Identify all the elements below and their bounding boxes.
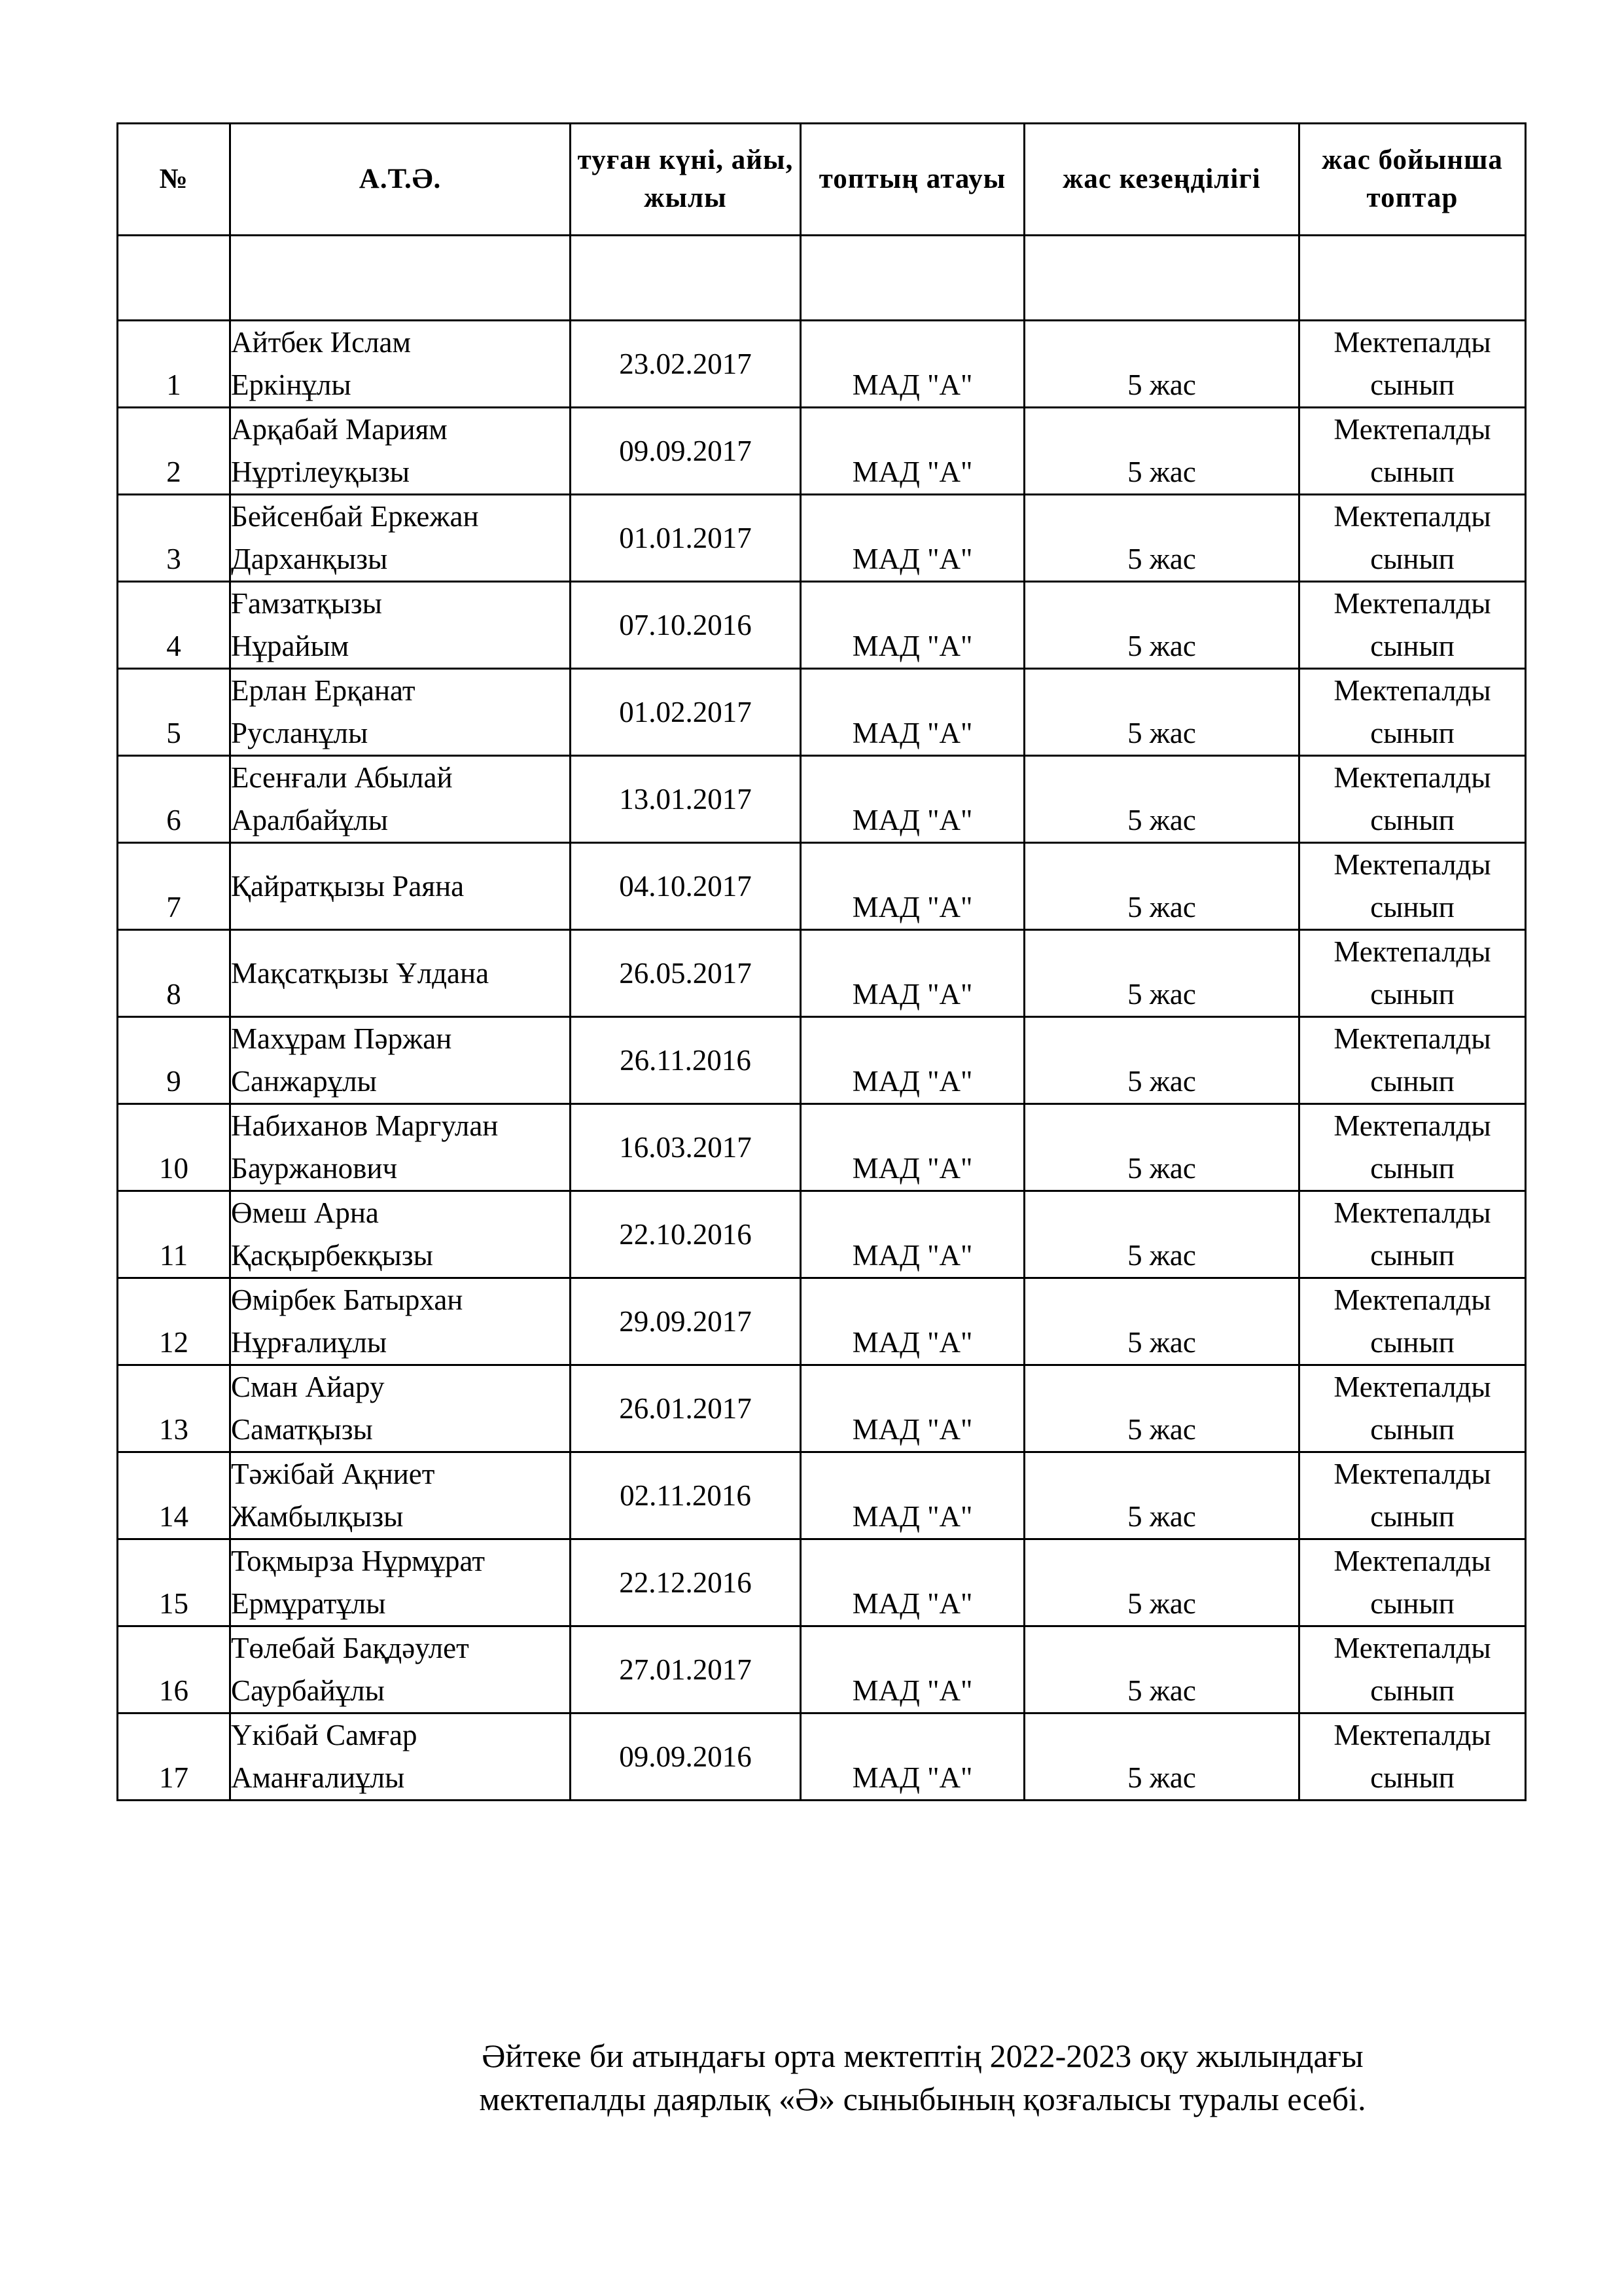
cell-full-name-text: Айтбек Ислам (231, 326, 412, 359)
cell-age-group-text: Мектепалды (1333, 935, 1491, 968)
cell-full-name-text: Бауржанович (231, 1152, 398, 1185)
cell-full-name-text: Жамбылқызы (231, 1500, 404, 1533)
cell-age-group-text: Мектепалды (1333, 500, 1491, 533)
cell-age-period-text: 5 жас (1127, 456, 1196, 488)
cell-birth-date-text: 22.10.2016 (619, 1217, 752, 1251)
cell-age-period-text: 5 жас (1127, 630, 1196, 662)
cell-birth-date-text: 26.01.2017 (619, 1391, 752, 1425)
cell-age-period (1025, 408, 1299, 495)
cell-birth-date (571, 1713, 801, 1801)
cell-full-name-text: Өмеш Арна (231, 1196, 379, 1229)
cell-full-name-text: Махұрам Пәржан (231, 1022, 452, 1055)
cell-full-name-text: Ғамзатқызы (231, 587, 382, 620)
cell-birth-date (571, 1626, 801, 1713)
cell-birth-date (571, 1452, 801, 1539)
cell-age-group-text: Мектепалды (1333, 1283, 1491, 1316)
cell-number (118, 1626, 230, 1713)
cell-full-name-text: Тәжібай Ақниет (231, 1458, 435, 1490)
cell-age-group-text: Мектепалды (1333, 674, 1491, 707)
cell-birth-date (571, 1539, 801, 1626)
cell-birth-date-text: 22.12.2016 (619, 1566, 752, 1599)
cell-age-group-text: Мектепалды (1333, 1545, 1491, 1577)
cell-age-group-text: Мектепалды (1333, 848, 1491, 881)
table-row (118, 930, 1526, 1017)
table-row (118, 321, 1526, 408)
cell-group-name (801, 1452, 1025, 1539)
header-birth-date: туған күні, айы, жылы (571, 124, 801, 236)
cell-group-name-text: МАД "А" (852, 456, 973, 488)
cell-full-name (230, 408, 571, 495)
cell-full-name-text: Қайратқызы Раяна (231, 869, 465, 903)
cell-age-group (1299, 1713, 1526, 1801)
cell-age-period-text: 5 жас (1127, 1239, 1196, 1272)
cell-number (118, 1539, 230, 1626)
cell-age-period (1025, 1365, 1299, 1452)
cell-age-group-text: сынып (1370, 891, 1455, 924)
cell-full-name-text: Нұрғалиұлы (231, 1326, 387, 1359)
cell-number (118, 495, 230, 582)
header-full-name: А.Т.Ә. (230, 124, 571, 236)
cell-number (118, 1191, 230, 1278)
blank-cell (801, 236, 1025, 321)
cell-birth-date (571, 582, 801, 669)
cell-birth-date (571, 495, 801, 582)
cell-number (118, 756, 230, 843)
cell-number (118, 582, 230, 669)
cell-age-period-text: 5 жас (1127, 891, 1196, 924)
cell-age-group-text: Мектепалды (1333, 1719, 1491, 1751)
cell-number (118, 321, 230, 408)
cell-birth-date-text: 23.02.2017 (619, 347, 752, 380)
cell-age-group (1299, 1104, 1526, 1191)
cell-birth-date (571, 408, 801, 495)
cell-birth-date-text: 26.05.2017 (619, 956, 752, 990)
cell-full-name (230, 582, 571, 669)
cell-group-name-text: МАД "А" (852, 1413, 973, 1446)
cell-birth-date (571, 1278, 801, 1365)
cell-age-group (1299, 408, 1526, 495)
cell-group-name (801, 321, 1025, 408)
cell-age-period (1025, 582, 1299, 669)
cell-full-name-text: Тоқмырза Нұрмұрат (231, 1545, 485, 1577)
cell-age-group-text: сынып (1370, 1326, 1455, 1359)
table-row (118, 1713, 1526, 1801)
cell-full-name-text: Қасқырбекқызы (231, 1239, 433, 1272)
cell-age-group (1299, 321, 1526, 408)
cell-full-name (230, 495, 571, 582)
table-row (118, 669, 1526, 756)
blank-cell (1025, 236, 1299, 321)
cell-age-period (1025, 1017, 1299, 1104)
table-row (118, 1452, 1526, 1539)
header-number: № (118, 124, 230, 236)
header-group-name: топтың атауы (801, 124, 1025, 236)
cell-age-group (1299, 669, 1526, 756)
cell-birth-date-text: 01.02.2017 (619, 695, 752, 728)
blank-row (118, 236, 1526, 321)
cell-age-group-text: сынып (1370, 456, 1455, 488)
table-row (118, 843, 1526, 930)
cell-number (118, 408, 230, 495)
cell-age-group-text: сынып (1370, 1587, 1455, 1620)
cell-full-name-text: Нұртілеуқызы (231, 456, 410, 488)
cell-full-name (230, 930, 571, 1017)
cell-group-name-text: МАД "А" (852, 1239, 973, 1272)
cell-full-name-text: Саматқызы (231, 1413, 373, 1446)
cell-age-period-text: 5 жас (1127, 1500, 1196, 1533)
cell-birth-date-text: 07.10.2016 (619, 608, 752, 641)
cell-age-group (1299, 582, 1526, 669)
cell-birth-date-text: 16.03.2017 (619, 1130, 752, 1164)
cell-number (118, 1365, 230, 1452)
cell-group-name (801, 669, 1025, 756)
cell-age-period-text: 5 жас (1127, 804, 1196, 836)
cell-number-text: 4 (166, 630, 181, 662)
cell-age-group-text: Мектепалды (1333, 413, 1491, 446)
cell-full-name-text: Еркінұлы (231, 368, 351, 401)
cell-full-name-text: Бейсенбай Еркежан (231, 500, 479, 533)
cell-birth-date (571, 669, 801, 756)
cell-age-group-text: Мектепалды (1333, 761, 1491, 794)
cell-full-name (230, 1278, 571, 1365)
cell-age-group (1299, 1452, 1526, 1539)
cell-age-group-text: сынып (1370, 804, 1455, 836)
cell-full-name (230, 1365, 571, 1452)
cell-full-name (230, 669, 571, 756)
cell-group-name-text: МАД "А" (852, 1500, 973, 1533)
blank-cell (118, 236, 230, 321)
cell-age-group-text: Мектепалды (1333, 1458, 1491, 1490)
cell-number-text: 6 (166, 804, 181, 836)
cell-number-text: 16 (159, 1674, 188, 1707)
cell-age-group (1299, 843, 1526, 930)
cell-number (118, 1017, 230, 1104)
cell-group-name-text: МАД "А" (852, 368, 973, 401)
cell-age-period (1025, 1539, 1299, 1626)
table-row (118, 1365, 1526, 1452)
cell-group-name-text: МАД "А" (852, 630, 973, 662)
table-row (118, 1017, 1526, 1104)
table-row (118, 1539, 1526, 1626)
cell-number-text: 15 (159, 1587, 188, 1620)
cell-group-name-text: МАД "А" (852, 804, 973, 836)
cell-age-group-text: сынып (1370, 368, 1455, 401)
cell-age-group-text: Мектепалды (1333, 1196, 1491, 1229)
cell-group-name-text: МАД "А" (852, 1761, 973, 1794)
cell-full-name-text: Өмірбек Батырхан (231, 1283, 463, 1316)
cell-age-period-text: 5 жас (1127, 978, 1196, 1011)
cell-age-period-text: 5 жас (1127, 543, 1196, 575)
cell-age-period (1025, 669, 1299, 756)
cell-birth-date-text: 13.01.2017 (619, 782, 752, 816)
cell-full-name-text: Русланұлы (231, 717, 368, 749)
blank-cell (230, 236, 571, 321)
cell-full-name-text: Сман Айару (231, 1371, 385, 1403)
cell-number (118, 1278, 230, 1365)
cell-group-name (801, 1017, 1025, 1104)
cell-number (118, 1104, 230, 1191)
cell-birth-date (571, 1365, 801, 1452)
cell-age-group (1299, 1278, 1526, 1365)
cell-full-name-text: Есенғали Абылай (231, 761, 453, 794)
cell-age-group-text: сынып (1370, 978, 1455, 1011)
cell-group-name (801, 1365, 1025, 1452)
cell-full-name (230, 1191, 571, 1278)
table-row (118, 1626, 1526, 1713)
cell-number (118, 930, 230, 1017)
cell-birth-date-text: 01.01.2017 (619, 521, 752, 554)
cell-group-name-text: МАД "А" (852, 891, 973, 924)
table-row (118, 1191, 1526, 1278)
cell-birth-date (571, 1017, 801, 1104)
blank-cell (571, 236, 801, 321)
cell-group-name-text: МАД "А" (852, 1065, 973, 1098)
cell-full-name-text: Мақсатқызы Ұлдана (231, 956, 489, 990)
table-header-row (118, 124, 1526, 236)
cell-full-name-text: Ермұратұлы (231, 1587, 386, 1620)
caption-line-1: Әйтеке би атындағы орта мектептің 2022-2023 оқу жылындағы (482, 2037, 1364, 2074)
cell-full-name-text: Аралбайұлы (231, 804, 388, 836)
cell-birth-date-text: 09.09.2016 (619, 1740, 752, 1773)
cell-number-text: 13 (159, 1413, 188, 1446)
cell-age-period-text: 5 жас (1127, 368, 1196, 401)
cell-age-period-text: 5 жас (1127, 1152, 1196, 1185)
cell-full-name-text: Нұрайым (231, 630, 349, 662)
cell-birth-date (571, 843, 801, 930)
cell-age-period (1025, 930, 1299, 1017)
cell-group-name-text: МАД "А" (852, 1674, 973, 1707)
cell-age-group-text: Мектепалды (1333, 1109, 1491, 1142)
cell-age-period (1025, 321, 1299, 408)
cell-full-name (230, 1452, 571, 1539)
cell-age-group-text: сынып (1370, 1065, 1455, 1098)
cell-birth-date-text: 27.01.2017 (619, 1653, 752, 1686)
cell-age-period (1025, 1191, 1299, 1278)
blank-cell (1299, 236, 1526, 321)
cell-number-text: 1 (166, 368, 181, 401)
cell-full-name (230, 843, 571, 930)
cell-age-group (1299, 1365, 1526, 1452)
cell-birth-date (571, 321, 801, 408)
cell-age-period-text: 5 жас (1127, 1587, 1196, 1620)
cell-full-name-text: Санжарұлы (231, 1065, 377, 1098)
cell-birth-date (571, 1104, 801, 1191)
cell-number (118, 1452, 230, 1539)
cell-group-name (801, 930, 1025, 1017)
cell-age-period-text: 5 жас (1127, 1065, 1196, 1098)
cell-number (118, 669, 230, 756)
header-age-groups: жас бойынша топтар (1299, 124, 1526, 236)
cell-age-group-text: Мектепалды (1333, 326, 1491, 359)
table-row (118, 495, 1526, 582)
cell-group-name (801, 843, 1025, 930)
cell-full-name-text: Аманғалиұлы (231, 1761, 405, 1794)
cell-number-text: 2 (166, 456, 181, 488)
cell-group-name (801, 408, 1025, 495)
cell-age-period (1025, 1104, 1299, 1191)
cell-age-group-text: сынып (1370, 1674, 1455, 1707)
cell-birth-date (571, 756, 801, 843)
cell-full-name-text: Арқабай Мариям (231, 413, 448, 446)
cell-age-period (1025, 495, 1299, 582)
cell-group-name (801, 582, 1025, 669)
header-age-period: жас кезеңділігі (1025, 124, 1299, 236)
cell-group-name (801, 1713, 1025, 1801)
cell-age-period (1025, 843, 1299, 930)
cell-full-name (230, 1539, 571, 1626)
cell-age-group (1299, 1539, 1526, 1626)
cell-full-name-text: Дарханқызы (231, 543, 388, 575)
cell-age-group (1299, 1017, 1526, 1104)
cell-group-name-text: МАД "А" (852, 978, 973, 1011)
cell-age-group-text: сынып (1370, 1413, 1455, 1446)
cell-group-name (801, 1191, 1025, 1278)
cell-age-period (1025, 1626, 1299, 1713)
cell-full-name (230, 321, 571, 408)
cell-age-group-text: сынып (1370, 1239, 1455, 1272)
cell-number-text: 5 (166, 717, 181, 749)
cell-age-period (1025, 756, 1299, 843)
cell-age-group-text: сынып (1370, 543, 1455, 575)
cell-number (118, 843, 230, 930)
cell-group-name-text: МАД "А" (852, 1326, 973, 1359)
cell-number-text: 12 (159, 1326, 188, 1359)
cell-number-text: 10 (159, 1152, 188, 1185)
cell-age-group-text: Мектепалды (1333, 1022, 1491, 1055)
cell-age-group-text: сынып (1370, 630, 1455, 662)
cell-group-name (801, 1104, 1025, 1191)
cell-birth-date-text: 26.11.2016 (620, 1043, 751, 1077)
cell-group-name (801, 756, 1025, 843)
cell-full-name (230, 1104, 571, 1191)
table-row (118, 1104, 1526, 1191)
cell-full-name (230, 1017, 571, 1104)
cell-group-name-text: МАД "А" (852, 1587, 973, 1620)
cell-number-text: 8 (166, 978, 181, 1011)
cell-age-period-text: 5 жас (1127, 1761, 1196, 1794)
cell-full-name-text: Саурбайұлы (231, 1674, 385, 1707)
cell-birth-date (571, 1191, 801, 1278)
cell-age-period-text: 5 жас (1127, 1674, 1196, 1707)
cell-number-text: 7 (166, 891, 181, 924)
cell-group-name-text: МАД "А" (852, 717, 973, 749)
cell-number-text: 3 (166, 543, 181, 575)
cell-group-name (801, 1539, 1025, 1626)
cell-age-group-text: Мектепалды (1333, 1632, 1491, 1664)
cell-group-name (801, 495, 1025, 582)
cell-number-text: 17 (159, 1761, 188, 1794)
cell-number-text: 14 (159, 1500, 188, 1533)
cell-age-period-text: 5 жас (1127, 1413, 1196, 1446)
cell-full-name-text: Ерлан Ерқанат (231, 674, 415, 707)
cell-age-group-text: сынып (1370, 1761, 1455, 1794)
cell-birth-date-text: 29.09.2017 (619, 1304, 752, 1338)
cell-full-name-text: Үкібай Самғар (231, 1719, 417, 1751)
table-row (118, 1278, 1526, 1365)
cell-age-period (1025, 1713, 1299, 1801)
cell-birth-date (571, 930, 801, 1017)
cell-age-period-text: 5 жас (1127, 717, 1196, 749)
table-row (118, 408, 1526, 495)
cell-birth-date-text: 04.10.2017 (619, 869, 752, 903)
cell-group-name (801, 1278, 1025, 1365)
caption-line-2: мектепалды даярлық «Ә» сыныбының қозғалысы туралы есебі. (479, 2081, 1366, 2117)
cell-full-name (230, 1626, 571, 1713)
cell-age-group (1299, 1191, 1526, 1278)
cell-number-text: 9 (166, 1065, 181, 1098)
cell-age-period (1025, 1452, 1299, 1539)
student-roster-table (116, 122, 1527, 1801)
cell-age-group (1299, 930, 1526, 1017)
cell-full-name (230, 1713, 571, 1801)
table-row (118, 756, 1526, 843)
report-caption (366, 2034, 1479, 2121)
cell-birth-date-text: 02.11.2016 (620, 1479, 751, 1512)
cell-age-group (1299, 495, 1526, 582)
cell-age-group-text: сынып (1370, 717, 1455, 749)
cell-group-name-text: МАД "А" (852, 1152, 973, 1185)
cell-age-period-text: 5 жас (1127, 1326, 1196, 1359)
cell-age-group-text: сынып (1370, 1152, 1455, 1185)
cell-number (118, 1713, 230, 1801)
cell-age-group-text: Мектепалды (1333, 587, 1491, 620)
cell-full-name (230, 756, 571, 843)
cell-full-name-text: Набиханов Маргулан (231, 1109, 499, 1142)
cell-full-name-text: Төлебай Бақдәулет (231, 1632, 469, 1664)
cell-age-group-text: Мектепалды (1333, 1371, 1491, 1403)
cell-age-group (1299, 756, 1526, 843)
cell-group-name (801, 1626, 1025, 1713)
cell-age-group (1299, 1626, 1526, 1713)
cell-age-period (1025, 1278, 1299, 1365)
cell-birth-date-text: 09.09.2017 (619, 434, 752, 467)
cell-number-text: 11 (159, 1239, 188, 1272)
table-row (118, 582, 1526, 669)
cell-group-name-text: МАД "А" (852, 543, 973, 575)
cell-age-group-text: сынып (1370, 1500, 1455, 1533)
